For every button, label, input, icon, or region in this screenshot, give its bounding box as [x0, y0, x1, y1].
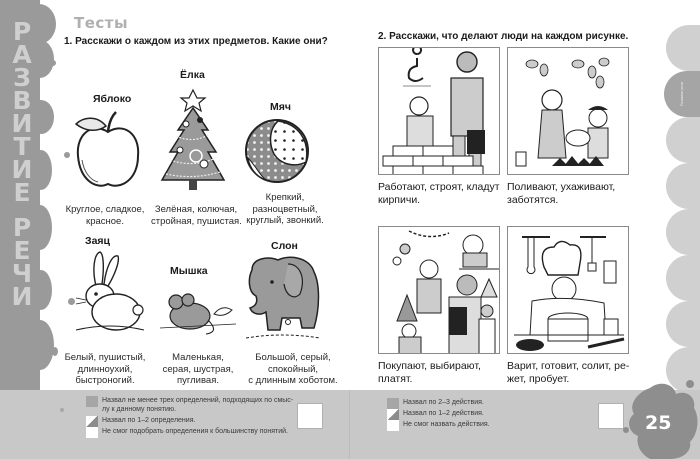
- chef-cooking-illustration: [507, 226, 629, 354]
- builders-illustration: [378, 47, 500, 175]
- side-tab-4[interactable]: [666, 163, 700, 209]
- item-label-ball: Мяч: [270, 101, 291, 113]
- left-page: [48, 0, 350, 390]
- item-desc-mouse: Маленькая, серая, шустрая, пугливая.: [162, 352, 234, 386]
- item-label-tree: Ёлка: [180, 69, 205, 81]
- side-tab-1[interactable]: [666, 25, 700, 71]
- page-gutter: [349, 390, 350, 459]
- swatch-half-icon: [387, 409, 399, 420]
- scene-caption-toy-shop: Покупают, выбирают, платят.: [378, 360, 481, 385]
- side-tab-speech-development[interactable]: Развитие речи: [664, 71, 700, 117]
- title-letter: А: [12, 40, 32, 69]
- hare-icon: [74, 250, 146, 338]
- item-desc-elephant: Большой, серый, спокойный, с длинным хоботом.: [248, 352, 338, 386]
- swatch-half-icon: [86, 416, 98, 427]
- title-letter: И: [11, 155, 33, 184]
- item-desc-ball: Крепкий, разноцветный, круглый, звонкий.: [246, 192, 324, 226]
- legend-row-full: Назвал не менее трех определений, подходящих по смыс- лу к данному понятию.: [86, 396, 296, 414]
- ball-icon: [244, 118, 310, 184]
- legend-row-full: Назвал по 2–3 действия.: [387, 398, 587, 407]
- item-desc-hare: Белый, пушистый, длинноухий, быстроногий.: [64, 352, 146, 386]
- title-letter: Р: [12, 213, 32, 242]
- swatch-empty-icon: [86, 427, 98, 438]
- apple-icon: [72, 110, 144, 192]
- legend-row-half: Назвал по 1–2 действия.: [387, 409, 587, 418]
- item-label-hare: Заяц: [85, 235, 110, 247]
- section-vertical-title: [0, 17, 44, 311]
- assessment-legend-task2: [387, 398, 587, 431]
- legend-row-empty: Не смог назвать действия.: [387, 420, 587, 429]
- gardening-children-illustration: [507, 47, 629, 175]
- title-letter: И: [11, 109, 33, 138]
- swatch-full-icon: [387, 398, 399, 409]
- section-title: Тесты: [74, 14, 129, 32]
- side-tab-7[interactable]: [666, 301, 700, 347]
- swatch-full-icon: [86, 396, 98, 407]
- elephant-icon: [238, 254, 326, 346]
- task-2-title: 2. Расскажи, что делают люди на каждом рисунке.: [378, 31, 629, 42]
- legend-row-half: Назвал по 1–2 определения.: [86, 416, 296, 425]
- christmas-tree-icon: [156, 84, 230, 196]
- side-tab-5[interactable]: [666, 209, 700, 255]
- scene-caption-builders: Работают, строят, кладут кирпичи.: [378, 181, 500, 206]
- legend-row-empty: Не смог подобрать определения к большинству понятий.: [86, 427, 296, 436]
- item-desc-tree: Зелёная, колючая, стройная, пушистая.: [151, 204, 242, 227]
- title-letter: В: [12, 86, 32, 115]
- side-tab-6[interactable]: [666, 255, 700, 301]
- title-letter: И: [11, 282, 33, 311]
- item-desc-apple: Круглое, сладкое, красное.: [65, 204, 145, 227]
- score-box-task1[interactable]: [297, 403, 323, 429]
- title-letter: Ч: [11, 259, 33, 288]
- task-1-title: 1. Расскажи о каждом из этих предметов. Какие они?: [64, 36, 328, 47]
- scene-caption-chef: Варит, готовит, солит, ре- жет, пробует.: [507, 360, 630, 385]
- item-label-elephant: Слон: [271, 240, 298, 252]
- swatch-empty-icon: [387, 420, 399, 431]
- assessment-legend-task1: [86, 396, 296, 438]
- scene-caption-gardening: Поливают, ухаживают, заботятся.: [507, 181, 616, 206]
- title-letter: Е: [13, 236, 31, 265]
- page-number: 25: [645, 412, 672, 434]
- title-letter: Т: [13, 132, 31, 161]
- side-tab-3[interactable]: [666, 117, 700, 163]
- mouse-icon: [158, 288, 238, 338]
- title-letter: З: [13, 63, 31, 92]
- title-letter: Е: [13, 178, 31, 207]
- toy-shop-illustration: [378, 226, 500, 354]
- footer-splash-dot: [60, 408, 64, 412]
- item-label-mouse: Мышка: [170, 265, 208, 277]
- item-label-apple: Яблоко: [93, 93, 132, 105]
- title-letter: Р: [12, 17, 32, 46]
